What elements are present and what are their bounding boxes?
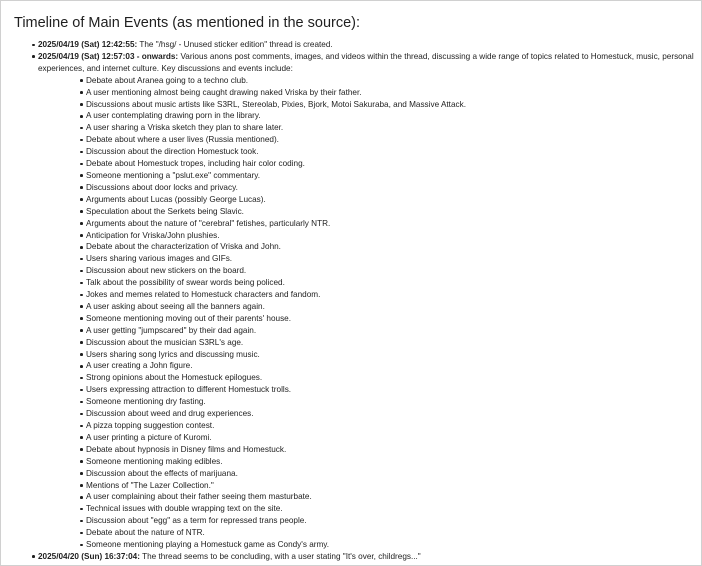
event-timestamp: 2025/04/19 (Sat) 12:57:03 - onwards: [38,51,179,61]
list-item: Discussion about the effects of marijuana. [38,468,694,480]
event-timestamp: 2025/04/19 (Sat) 12:42:55: [38,40,138,49]
list-item: A pizza topping suggestion contest. [38,420,694,432]
list-item: Debate about Homestuck tropes, including hair color coding. [38,158,694,170]
event-description: The thread seems to be concluding, with a user stating "It's over, childregs..." [139,551,421,561]
list-item: A user complaining about their father seeing them masturbate. [38,491,694,503]
list-item: Discussion about weed and drug experiences. [38,408,694,420]
list-item: Users sharing various images and GIFs. [38,253,694,265]
list-item: Someone mentioning dry fasting. [38,396,694,408]
list-item: Discussion about new stickers on the board. [38,265,694,277]
list-item: Debate about hypnosis in Disney films and Homestuck. [38,444,694,456]
list-item: Discussion about the musician S3RL's age. [38,337,694,349]
list-item: Discussions about music artists like S3RL, Stereolab, Pixies, Bjork, Motoi Sakuraba, and Massive Attack. [38,99,694,111]
key-discussions-list [38,75,694,551]
timeline-event [14,51,694,551]
list-item: Discussion about "egg" as a term for repressed trans people. [38,515,694,527]
list-item: Discussion about the direction Homestuck took. [38,146,694,158]
document-body [14,14,694,563]
event-description: Various anons post comments, images, and videos within the thread, discussing a wide range of topics related to Homestuck, music, personal experiences, and internet culture. Key discussions and events include: [38,51,694,73]
list-item: Jokes and memes related to Homestuck characters and fandom. [38,289,694,301]
list-item: Debate about where a user lives (Russia mentioned). [38,134,694,146]
list-item: Arguments about Lucas (possibly George Lucas). [38,194,694,206]
list-item: Anticipation for Vriska/John plushies. [38,230,694,242]
list-item: A user sharing a Vriska sketch they plan to share later. [38,122,694,134]
list-item: A user asking about seeing all the banners again. [38,301,694,313]
list-item: Arguments about the nature of "cerebral" fetishes, particularly NTR. [38,218,694,230]
list-item: Talk about the possibility of swear words being policed. [38,277,694,289]
list-item: Mentions of "The Lazer Collection." [38,480,694,492]
list-item: Debate about the nature of NTR. [38,527,694,539]
timeline-event [14,39,694,51]
event-timestamp: 2025/04/20 (Sun) 16:37:04: [38,551,140,561]
list-item: A user creating a John figure. [38,360,694,372]
list-item: Someone mentioning playing a Homestuck game as Condy's army. [38,539,694,551]
list-item: Users sharing song lyrics and discussing music. [38,349,694,361]
list-item: Users expressing attraction to different Homestuck trolls. [38,384,694,396]
list-item: A user getting "jumpscared" by their dad again. [38,325,694,337]
list-item: Speculation about the Serkets being Slavic. [38,206,694,218]
list-item: Someone mentioning a "pslut.exe" commentary. [38,170,694,182]
timeline-event [14,551,694,563]
list-item: A user mentioning almost being caught drawing naked Vriska by their father. [38,87,694,99]
list-item: Someone mentioning making edibles. [38,456,694,468]
list-item: Someone mentioning moving out of their parents' house. [38,313,694,325]
list-item: Debate about the characterization of Vriska and John. [38,241,694,253]
list-item: Debate about Aranea going to a techno club. [38,75,694,87]
list-item: Strong opinions about the Homestuck epilogues. [38,372,694,384]
list-item: A user contemplating drawing porn in the library. [38,110,694,122]
timeline-list [14,39,694,563]
list-item: A user printing a picture of Kuromi. [38,432,694,444]
page-title: Timeline of Main Events (as mentioned in the source): [14,15,361,31]
list-item: Technical issues with double wrapping text on the site. [38,503,694,515]
list-item: Discussions about door locks and privacy. [38,182,694,194]
event-description: The "/hsg/ - Unused sticker edition" thread is created. [137,40,333,49]
